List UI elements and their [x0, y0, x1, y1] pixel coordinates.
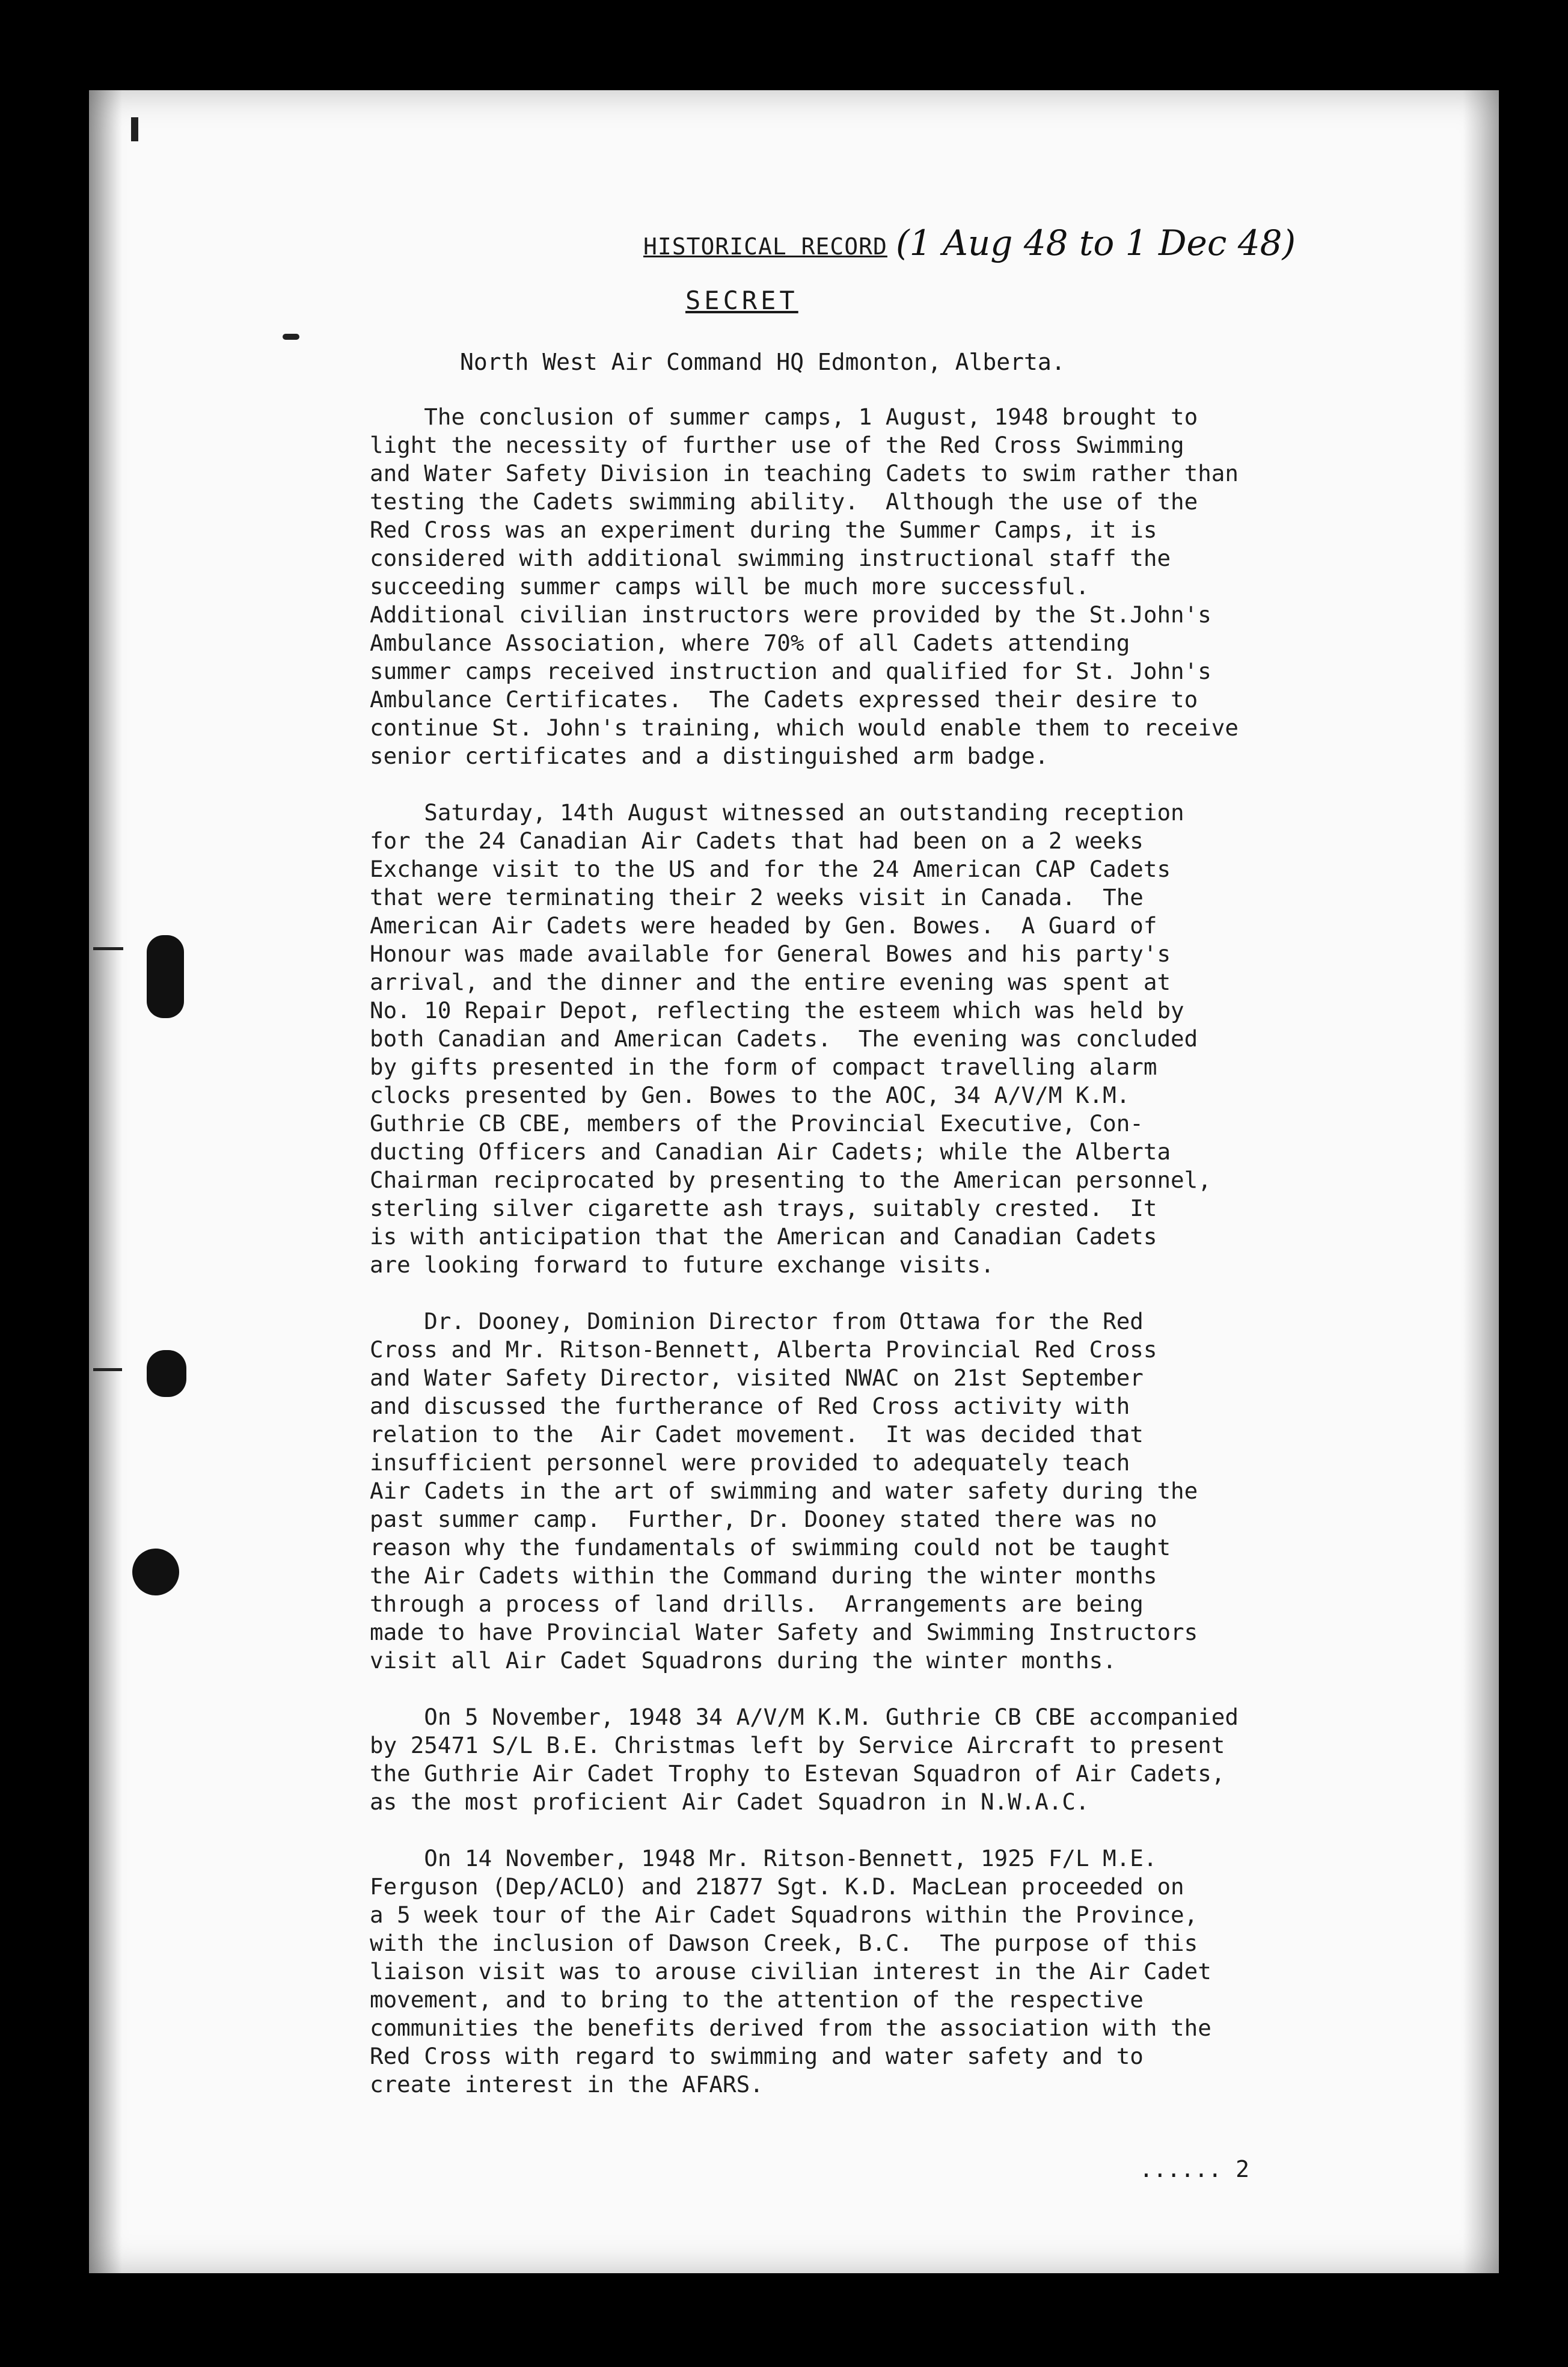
punch-hole: [147, 935, 184, 1018]
text-line: by 25471 S/L B.E. Christmas left by Service Aircraft to present: [370, 1732, 1225, 1758]
text-line: senior certificates and a distinguished arm badge.: [370, 743, 1049, 769]
scan-mark: [131, 117, 138, 141]
text-line: clocks presented by Gen. Bowes to the AOC, 34 A/V/M K.M.: [370, 1082, 1130, 1108]
page-continuation-marker: ...... 2: [1139, 2156, 1250, 2182]
paragraph-summer-camps: [370, 403, 1308, 770]
text-line: Cross and Mr. Ritson-Bennett, Alberta Provincial Red Cross: [370, 1336, 1157, 1363]
text-line: Red Cross was an experiment during the Summer Camps, it is: [370, 517, 1157, 543]
text-line: The conclusion of summer camps, 1 August, 1948 brought to: [370, 404, 1198, 430]
location-line: North West Air Command HQ Edmonton, Alberta.: [460, 349, 1065, 375]
text-line: the Guthrie Air Cadet Trophy to Estevan Squadron of Air Cadets,: [370, 1760, 1225, 1787]
text-line: testing the Cadets swimming ability. Although the use of the: [370, 488, 1198, 515]
handwritten-date-note: (1 Aug 48 to 1 Dec 48): [896, 223, 1296, 263]
text-line: No. 10 Repair Depot, reflecting the esteem which was held by: [370, 997, 1184, 1024]
text-line: insufficient personnel were provided to adequately teach: [370, 1449, 1130, 1476]
text-line: arrival, and the dinner and the entire evening was spent at: [370, 969, 1171, 995]
text-line: as the most proficient Air Cadet Squadron in N.W.A.C.: [370, 1788, 1089, 1815]
text-line: and discussed the furtherance of Red Cross activity with: [370, 1393, 1130, 1419]
text-line: for the 24 Canadian Air Cadets that had been on a 2 weeks: [370, 827, 1144, 854]
text-line: considered with additional swimming instructional staff the: [370, 545, 1171, 571]
text-line: communities the benefits derived from the association with the: [370, 2015, 1211, 2041]
text-line: relation to the Air Cadet movement. It was decided that: [370, 1421, 1144, 1448]
text-line: Ambulance Certificates. The Cadets expressed their desire to: [370, 686, 1198, 713]
text-line: both Canadian and American Cadets. The evening was concluded: [370, 1025, 1198, 1052]
paragraph-guthrie-trophy: [370, 1703, 1308, 1816]
text-line: On 5 November, 1948 34 A/V/M K.M. Guthrie CB CBE accompanied: [370, 1704, 1239, 1730]
paragraph-exchange-visit: [370, 799, 1308, 1279]
text-line: the Air Cadets within the Command during the winter months: [370, 1562, 1157, 1589]
text-line: Saturday, 14th August witnessed an outstanding reception: [370, 799, 1184, 826]
text-line: Guthrie CB CBE, members of the Provincial Executive, Con-: [370, 1110, 1144, 1137]
text-line: Red Cross with regard to swimming and water safety and to: [370, 2043, 1144, 2069]
text-line: Additional civilian instructors were provided by the St.John's: [370, 601, 1211, 628]
document-title: HISTORICAL RECORD: [643, 233, 887, 260]
text-line: through a process of land drills. Arrangements are being: [370, 1591, 1144, 1617]
text-line: Honour was made available for General Bowes and his party's: [370, 941, 1171, 967]
text-line: ducting Officers and Canadian Air Cadets; while the Alberta: [370, 1138, 1171, 1165]
text-line: American Air Cadets were headed by Gen. Bowes. A Guard of: [370, 912, 1157, 939]
text-line: light the necessity of further use of the Red Cross Swimming: [370, 432, 1184, 458]
text-line: reason why the fundamentals of swimming could not be taught: [370, 1534, 1171, 1561]
text-line: On 14 November, 1948 Mr. Ritson-Bennett, 1925 F/L M.E.: [370, 1845, 1157, 1871]
text-line: Exchange visit to the US and for the 24 American CAP Cadets: [370, 856, 1171, 882]
punch-hole: [147, 1350, 186, 1397]
text-line: sterling silver cigarette ash trays, suitably crested. It: [370, 1195, 1157, 1221]
text-line: and Water Safety Division in teaching Cadets to swim rather than: [370, 460, 1239, 487]
text-line: Ambulance Association, where 70% of all Cadets attending: [370, 630, 1130, 656]
punch-hole: [132, 1549, 179, 1595]
text-line: made to have Provincial Water Safety and Swimming Instructors: [370, 1619, 1198, 1645]
text-line: Ferguson (Dep/ACLO) and 21877 Sgt. K.D. MacLean proceeded on: [370, 1873, 1184, 1900]
text-line: create interest in the AFARS.: [370, 2071, 764, 2098]
text-line: Chairman reciprocated by presenting to the American personnel,: [370, 1167, 1211, 1193]
text-line: is with anticipation that the American and Canadian Cadets: [370, 1223, 1157, 1250]
text-line: a 5 week tour of the Air Cadet Squadrons within the Province,: [370, 1902, 1198, 1928]
text-line: liaison visit was to arouse civilian interest in the Air Cadet: [370, 1958, 1211, 1985]
text-line: visit all Air Cadet Squadrons during the winter months.: [370, 1647, 1116, 1674]
text-line: Dr. Dooney, Dominion Director from Ottawa for the Red: [370, 1308, 1144, 1334]
text-line: that were terminating their 2 weeks visit in Canada. The: [370, 884, 1144, 910]
text-line: movement, and to bring to the attention of the respective: [370, 1986, 1144, 2013]
document-body: [370, 403, 1308, 2127]
scan-mark: [283, 334, 299, 340]
paragraph-red-cross-visit: [370, 1307, 1308, 1675]
scan-mark: [93, 1368, 122, 1371]
text-line: by gifts presented in the form of compact travelling alarm: [370, 1054, 1157, 1080]
text-line: succeeding summer camps will be much more successful.: [370, 573, 1089, 600]
text-line: with the inclusion of Dawson Creek, B.C. The purpose of this: [370, 1930, 1198, 1956]
text-line: are looking forward to future exchange visits.: [370, 1251, 994, 1278]
text-line: summer camps received instruction and qualified for St. John's: [370, 658, 1211, 684]
text-line: continue St. John's training, which would enable them to receive: [370, 714, 1239, 741]
text-line: Air Cadets in the art of swimming and water safety during the: [370, 1478, 1198, 1504]
classification-label: SECRET: [685, 286, 798, 315]
paragraph-liaison-tour: [370, 1844, 1308, 2099]
text-line: past summer camp. Further, Dr. Dooney stated there was no: [370, 1506, 1157, 1532]
text-line: and Water Safety Director, visited NWAC on 21st September: [370, 1365, 1144, 1391]
scan-mark: [93, 947, 123, 950]
